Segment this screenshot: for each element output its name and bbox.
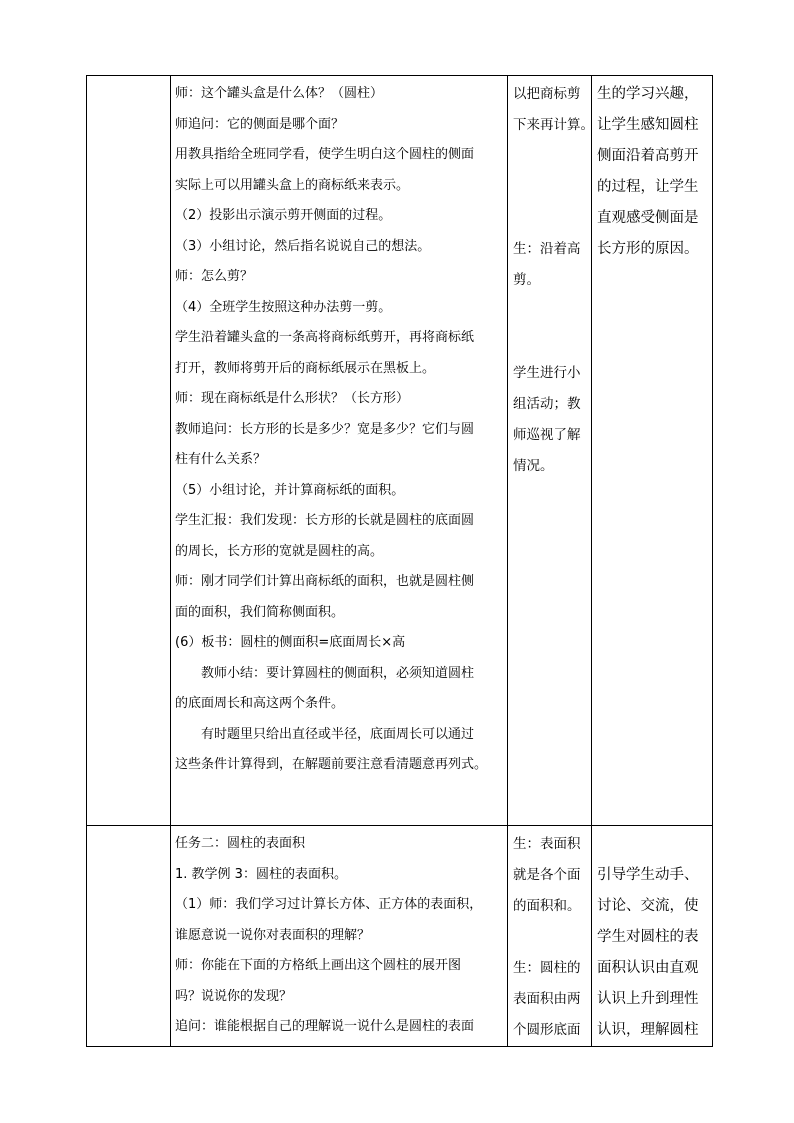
text-line: 认识，理解圆柱 — [597, 1022, 699, 1038]
text-line: 师：现在商标纸是什么形状？（长方形） — [175, 391, 410, 406]
teacher-activity-cell — [171, 76, 508, 826]
blank-cell — [87, 826, 171, 1047]
text-line: （3）小组讨论，然后指名说说自己的想法。 — [175, 238, 431, 254]
text-line: 师：怎么剪？ — [175, 269, 254, 284]
text-line: 学生沿着罐头盒的一条高将商标纸剪开，再将商标纸 — [175, 330, 475, 345]
teacher-activity-cell — [171, 826, 508, 1047]
text-line: 生：沿着高 — [513, 241, 581, 257]
text-line: 教师小结：要计算圆柱的侧面积，必须知道圆柱 — [201, 665, 475, 681]
text-line: （4）全班学生按照这种办法剪一剪。 — [175, 299, 392, 315]
text-line: 学生汇报：我们发现：长方形的长就是圆柱的底面圆 — [175, 513, 475, 528]
text-line: 的面积和。 — [513, 898, 581, 914]
text-line: 这些条件计算得到，在解题前要注意看清题意再列式。 — [175, 757, 488, 772]
text-line: 实际上可以用罐头盒上的商标纸来表示。 — [175, 177, 410, 193]
text-line: 学生对圆柱的表 — [597, 929, 699, 945]
text-line: 任务二：圆柱的表面积 — [175, 836, 306, 851]
table-row — [87, 76, 713, 826]
design-intent-cell — [592, 76, 713, 826]
student-activity-cell — [508, 826, 592, 1047]
text-line: 让学生感知圆柱 — [597, 117, 699, 133]
text-line: 就是各个面 — [513, 867, 581, 883]
text-line: 师：刚才同学们计算出商标纸的面积，也就是圆柱侧 — [175, 574, 475, 589]
text-line: 以把商标剪 — [513, 86, 581, 102]
text-line: 师：这个罐头盒是什么体？（圆柱） — [175, 86, 384, 101]
text-line: 师：你能在下面的方格纸上画出这个圆柱的展开图 — [175, 958, 462, 973]
text-line: 吗？说说你的发现？ — [175, 988, 293, 1004]
text-line: 认识上升到理性 — [597, 991, 699, 1007]
text-line: 引导学生动手、 — [597, 867, 699, 883]
text-line: 个圆形底面 — [513, 1022, 581, 1038]
text-line: 面的面积，我们简称侧面积。 — [175, 604, 345, 620]
text-line: （5）小组讨论，并计算商标纸的面积。 — [175, 482, 405, 498]
text-line: 表面积由两 — [513, 991, 581, 1007]
student-activity-cell — [508, 76, 592, 826]
blank-cell — [87, 76, 171, 826]
text-line: 谁愿意说一说你对表面积的理解？ — [175, 927, 371, 943]
text-line: 柱有什么关系？ — [175, 452, 267, 467]
text-line: （2）投影出示演示剪开侧面的过程。 — [175, 208, 392, 223]
text-line: 学生进行小 — [513, 365, 581, 381]
text-line: (6）板书：圆柱的侧面积=底面周长×高 — [175, 635, 406, 650]
text-line: （1）师：我们学习过计算长方体、正方体的表面积， — [175, 897, 483, 912]
text-line: 组活动；教 — [513, 396, 581, 412]
text-line: 侧面沿着高剪开 — [597, 148, 699, 164]
text-line: 的底面周长和高这两个条件。 — [175, 696, 345, 711]
text-line: 直观感受侧面是 — [597, 210, 699, 226]
text-line: 生的学习兴趣， — [597, 86, 699, 102]
text-line: 生：表面积 — [513, 836, 581, 852]
text-line: 的周长，长方形的宽就是圆柱的高。 — [175, 543, 384, 559]
text-line: 生：圆柱的 — [513, 960, 581, 976]
text-line: 情况。 — [513, 458, 554, 474]
design-intent-cell — [592, 826, 713, 1047]
text-line: 师巡视了解 — [513, 427, 581, 443]
text-line: 的过程，让学生 — [597, 179, 699, 195]
text-line: 长方形的原因。 — [597, 241, 699, 257]
text-line: 追问：谁能根据自己的理解说一说什么是圆柱的表面 — [175, 1019, 475, 1034]
text-line: 1. 教学例 3：圆柱的表面积。 — [175, 866, 347, 882]
text-line: 下来再计算。 — [513, 117, 594, 133]
text-line: 教师追问：长方形的长是多少？宽是多少？它们与圆 — [175, 421, 475, 437]
text-line: 师追问：它的侧面是哪个面？ — [175, 116, 345, 132]
text-line: 面积认识由直观 — [597, 960, 699, 976]
table-row — [87, 826, 713, 1047]
text-line: 打开，教师将剪开后的商标纸展示在黑板上。 — [175, 360, 436, 376]
text-line: 用教具指给全班同学看，使学生明白这个圆柱的侧面 — [175, 147, 475, 162]
text-line: 剪。 — [513, 272, 540, 288]
text-line: 讨论、交流，使 — [597, 898, 699, 914]
lesson-plan-table — [86, 75, 713, 1047]
text-line: 有时题里只给出直径或半径，底面周长可以通过 — [201, 726, 475, 742]
